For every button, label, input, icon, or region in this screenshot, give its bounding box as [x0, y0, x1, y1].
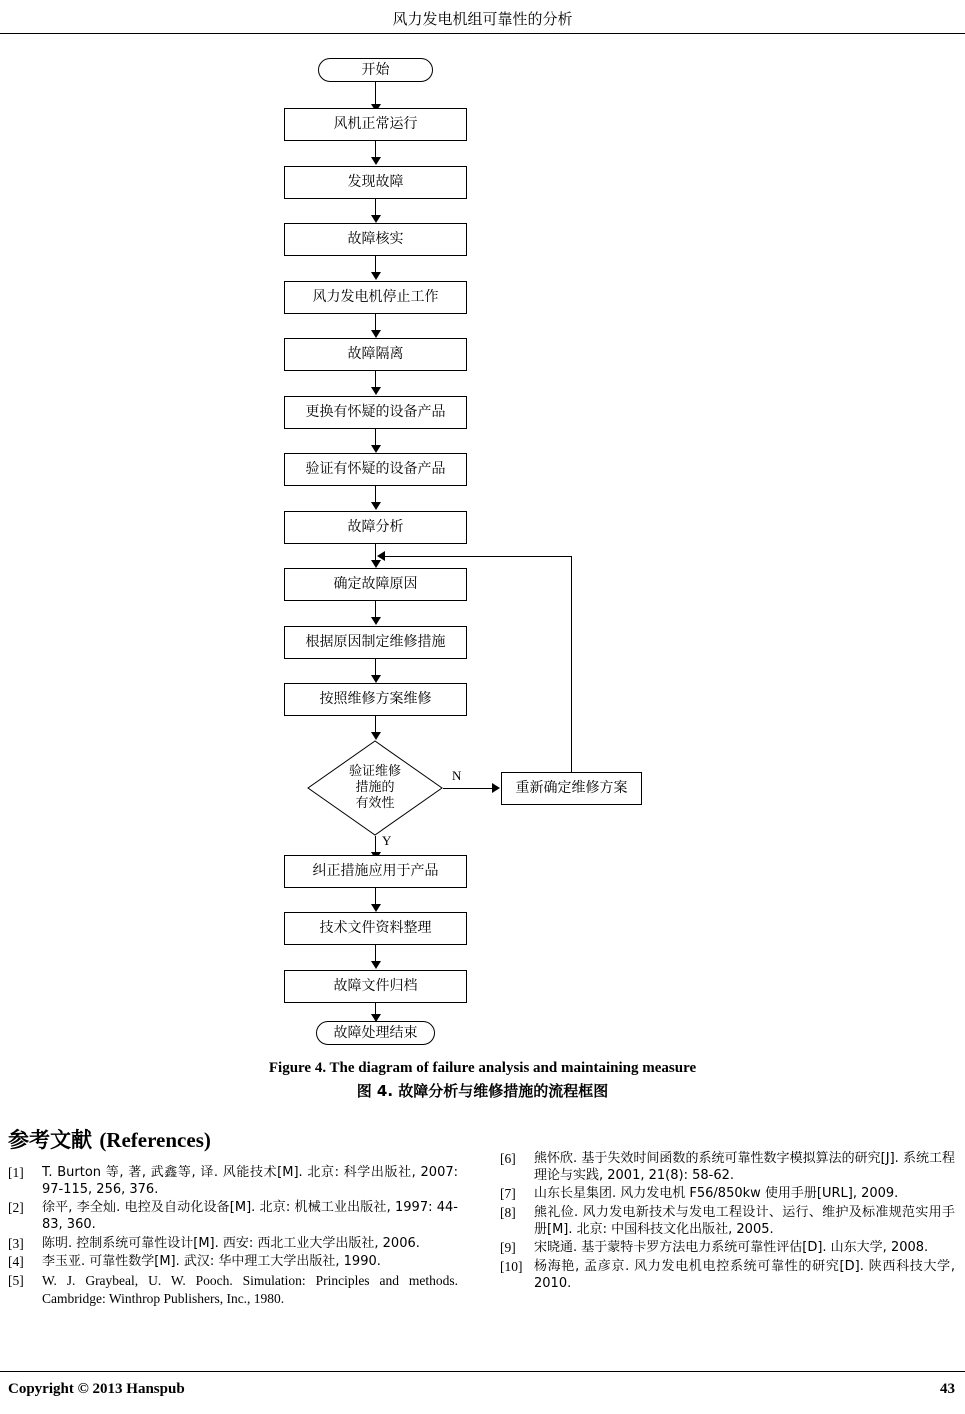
- connector-arrow: [371, 215, 381, 223]
- reference-text: 宋晓通. 基于蒙特卡罗方法电力系统可靠性评估[D]. 山东大学, 2008.: [534, 1240, 929, 1256]
- connector-arrow: [371, 560, 381, 568]
- connector-arrow: [371, 272, 381, 280]
- reference-number: [1]: [8, 1165, 24, 1180]
- reference-text: 山东长星集团. 风力发电机 F56/850kw 使用手册[URL], 2009.: [534, 1186, 899, 1202]
- connector: [375, 141, 376, 158]
- reference-text: 陈明. 控制系统可靠性设计[M]. 西安: 西北工业大学出版社, 2006.: [42, 1235, 420, 1251]
- footer-copyright: Copyright © 2013 Hanspub: [8, 1381, 185, 1397]
- connector-arrow: [371, 675, 381, 683]
- connector: [375, 836, 376, 853]
- connector: [375, 716, 376, 733]
- flow-node-doc-archive: 故障文件归档: [284, 970, 467, 1003]
- decision-line-3: 有效性: [355, 796, 395, 812]
- connector-arrow: [371, 502, 381, 510]
- flow-node-turbine-stop: 风力发电机停止工作: [284, 281, 467, 314]
- references-column-left: [8, 1164, 458, 1309]
- reference-text: W. J. Graybeal, U. W. Pooch. Simulation: Principles and methods. Cambridge: Winthrop Publishers, Inc., 1980.: [42, 1273, 458, 1307]
- connector: [375, 429, 376, 446]
- reference-text: 熊怀欣. 基于失效时间函数的系统可靠性数字模拟算法的研究[J]. 系统工程理论与实践, 2001, 21(8): 58-62.: [534, 1151, 955, 1184]
- branch-label-yes: Y: [382, 833, 392, 848]
- connector: [571, 756, 572, 773]
- flow-node-end: 故障处理结束: [316, 1021, 435, 1045]
- connector-arrow: [371, 961, 381, 969]
- reference-item: [500, 1258, 955, 1292]
- running-head: 风力发电机组可靠性的分析: [392, 10, 573, 28]
- flow-node-apply-correction: 纠正措施应用于产品: [284, 855, 467, 888]
- flow-node-replan: 重新确定维修方案: [501, 772, 642, 805]
- flow-node-replace-suspect: 更换有怀疑的设备产品: [284, 396, 467, 429]
- flow-node-determine-cause: 确定故障原因: [284, 568, 467, 601]
- references-heading-zh: 参考文献: [8, 1128, 92, 1152]
- connector-arrow: [377, 551, 385, 561]
- connector-arrow: [371, 387, 381, 395]
- connector-arrow: [371, 157, 381, 165]
- reference-text: T. Burton 等, 著, 武鑫等, 译. 风能技术[M]. 北京: 科学出版社, 2007: 97-115, 256, 376.: [42, 1165, 458, 1198]
- flow-node-fault-analysis: 故障分析: [284, 511, 467, 544]
- connector: [375, 659, 376, 676]
- flow-node-fault-found: 发现故障: [284, 166, 467, 199]
- connector: [375, 314, 376, 331]
- flow-node-repair-by-plan: 按照维修方案维修: [284, 683, 467, 716]
- reference-text: 李玉亚. 可靠性数学[M]. 武汉: 华中理工大学出版社, 1990.: [42, 1254, 381, 1270]
- references-heading: [8, 1124, 211, 1154]
- reference-number: [6]: [500, 1151, 516, 1166]
- reference-item: [500, 1204, 955, 1238]
- connector: [375, 371, 376, 388]
- connector: [375, 256, 376, 273]
- reference-number: [7]: [500, 1186, 516, 1202]
- reference-number: [10]: [500, 1259, 523, 1275]
- reference-item: [500, 1185, 955, 1203]
- flowchart-figure: [0, 46, 965, 1046]
- reference-text: 熊礼俭. 风力发电新技术与发电工程设计、运行、维护及标准规范实用手册[M]. 北京: 中国科技文化出版社, 2005.: [534, 1205, 955, 1238]
- connector-arrow: [371, 732, 381, 740]
- references-heading-en: (References): [99, 1128, 211, 1152]
- reference-item: [8, 1253, 458, 1271]
- flow-node-fault-verify: 故障核实: [284, 223, 467, 256]
- reference-number: [8]: [500, 1205, 516, 1221]
- figure-caption-en: Figure 4. The diagram of failure analysis and maintaining measure: [268, 1060, 697, 1076]
- flow-node-doc-organize: 技术文件资料整理: [284, 912, 467, 945]
- reference-item: [8, 1235, 458, 1253]
- reference-item: [8, 1272, 458, 1308]
- reference-number: [3]: [8, 1235, 24, 1251]
- reference-item: [500, 1150, 955, 1184]
- connector: [375, 486, 376, 503]
- footer-divider: [0, 1371, 965, 1372]
- decision-line-2: 措施的: [355, 779, 395, 795]
- connector-arrow: [371, 330, 381, 338]
- reference-number: [5]: [8, 1273, 24, 1289]
- connector: [375, 544, 376, 561]
- branch-label-no: N: [452, 768, 462, 783]
- reference-text: 杨海艳, 孟彦京. 风力发电机电控系统可靠性的研究[D]. 陕西科技大学, 2010.: [534, 1259, 955, 1292]
- connector: [375, 199, 376, 216]
- connector-arrow: [371, 904, 381, 912]
- connector: [443, 788, 493, 789]
- decision-label: [307, 740, 443, 836]
- reference-item: [8, 1199, 458, 1233]
- footer-page-number: 43: [940, 1381, 955, 1397]
- references-column-right: [500, 1150, 955, 1294]
- connector-arrow: [492, 783, 500, 793]
- flow-node-make-measure: 根据原因制定维修措施: [284, 626, 467, 659]
- flow-node-decision-effectiveness: [307, 740, 443, 836]
- reference-number: [2]: [8, 1200, 24, 1216]
- reference-number: [4]: [8, 1254, 24, 1270]
- header-divider: [0, 33, 965, 34]
- connector: [571, 556, 572, 756]
- connector: [375, 945, 376, 962]
- flow-node-start: 开始: [318, 58, 433, 82]
- reference-text: 徐平, 李全灿. 电控及自动化设备[M]. 北京: 机械工业出版社, 1997: 44-83, 360.: [42, 1200, 458, 1233]
- flow-node-verify-suspect: 验证有怀疑的设备产品: [284, 453, 467, 486]
- decision-line-1: 验证维修: [348, 763, 401, 779]
- reference-item: [500, 1239, 955, 1257]
- flow-node-normal-operation: 风机正常运行: [284, 108, 467, 141]
- connector: [375, 888, 376, 905]
- flow-node-fault-isolation: 故障隔离: [284, 338, 467, 371]
- reference-number: [9]: [500, 1240, 516, 1256]
- reference-item: [8, 1164, 458, 1198]
- connector-arrow: [371, 617, 381, 625]
- connector: [375, 82, 376, 105]
- connector-arrow: [371, 445, 381, 453]
- figure-caption-zh: 图 4. 故障分析与维修措施的流程框图: [356, 1082, 609, 1100]
- connector: [380, 556, 572, 557]
- connector: [375, 601, 376, 618]
